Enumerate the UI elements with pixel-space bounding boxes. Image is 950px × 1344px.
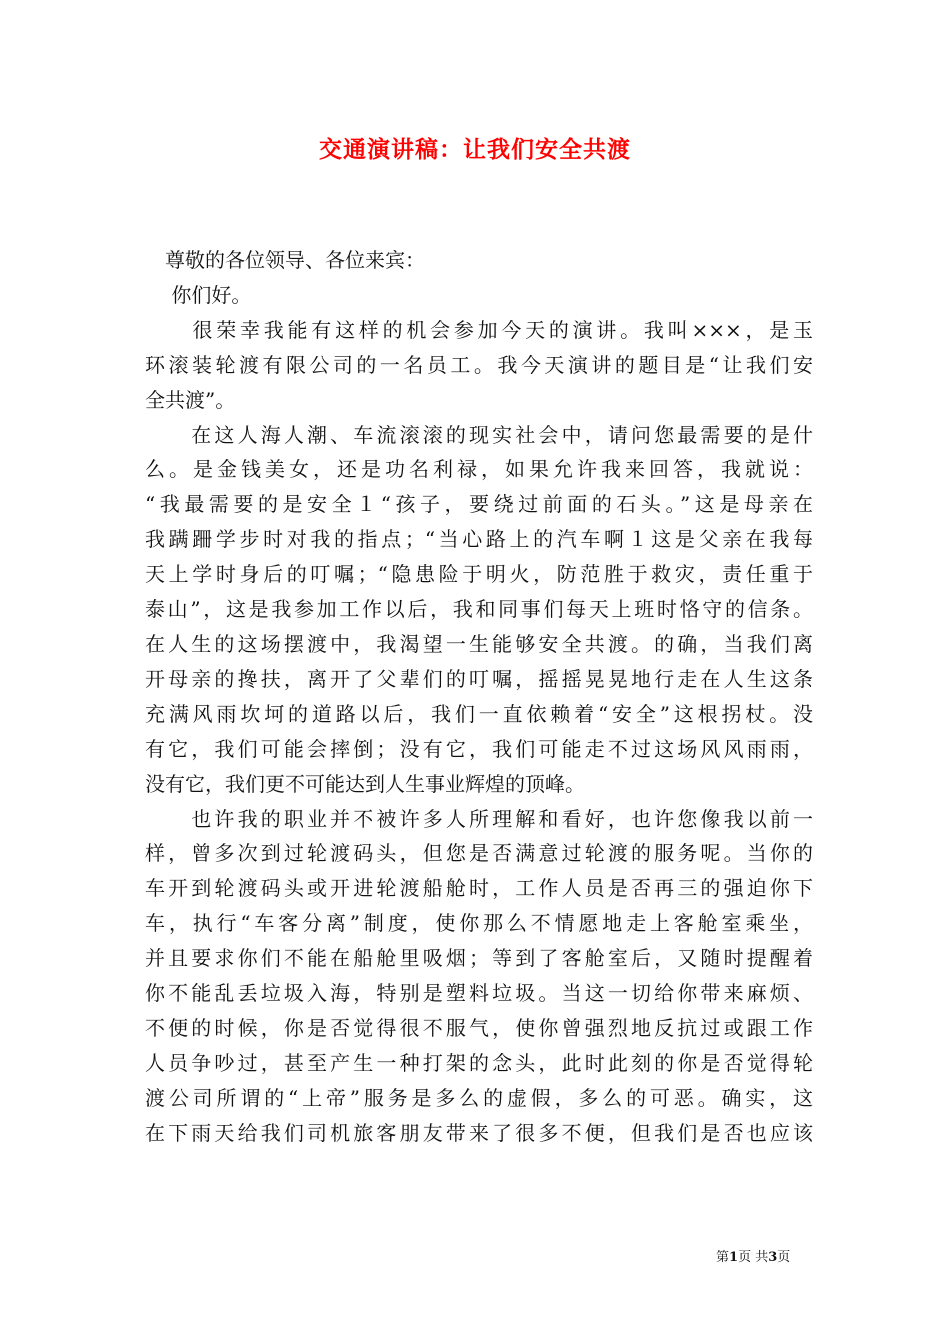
paragraph-line: 尊敬的各位领导、各位来宾：: [145, 248, 425, 272]
paragraph-line: 车开到轮渡码头或开进轮渡船舱时，工作人员是否再三的强迫你下: [145, 876, 813, 901]
paragraph-line: 有它，我们可能会摔倒；没有它，我们可能走不过这场风风雨雨，: [145, 736, 813, 761]
paragraph-line: 环滚装轮渡有限公司的一名员工。我今天演讲的题目是“让我们安: [145, 352, 813, 377]
footer-middle: 页 共: [738, 1250, 769, 1265]
footer-prefix: 第: [716, 1250, 730, 1265]
paragraph-line: 不便的时候，你是否觉得很不服气，使你曾强烈地反抗过或跟工作: [145, 1015, 813, 1040]
paragraph-line: 泰山”，这是我参加工作以后，我和同事们每天上班时恪守的信条。: [145, 597, 813, 622]
paragraph-line: 开母亲的搀扶，离开了父辈们的叮嘱，摇摇晃晃地行走在人生这条: [145, 666, 813, 691]
paragraph-line: 在这人海人潮、车流滚滚的现实社会中，请问您最需要的是什: [145, 422, 813, 447]
paragraph-line: 我蹒跚学步时对我的指点；“当心路上的汽车啊１这是父亲在我每: [145, 527, 813, 552]
paragraph-line: 也许我的职业并不被许多人所理解和看好，也许您像我以前一: [145, 806, 813, 831]
paragraph-line: 并且要求你们不能在船舱里吸烟；等到了客舱室后，又随时提醒着: [145, 946, 813, 971]
paragraph-line: 很荣幸我能有这样的机会参加今天的演讲。我叫×××，是玉: [145, 317, 813, 342]
paragraph-line: 车，执行“车客分离”制度，使你那么不情愿地走上客舱室乘坐，: [145, 911, 813, 936]
paragraph-line: 样，曾多次到过轮渡码头，但您是否满意过轮渡的服务呢。当你的: [145, 841, 813, 866]
paragraph-line: 么。是金钱美女，还是功名利禄，如果允许我来回答，我就说：: [145, 457, 813, 482]
document-title: 交通演讲稿：让我们安全共渡: [319, 136, 631, 163]
page-number-footer: [716, 1246, 816, 1265]
paragraph-line: 你不能乱丢垃圾入海，特别是塑料垃圾。当这一切给你带来麻烦、: [145, 981, 813, 1006]
total-page-number: 3: [768, 1250, 778, 1265]
paragraph-line: 没有它，我们更不可能达到人生事业辉煌的顶峰。: [145, 771, 585, 796]
paragraph-line: 你们好。: [145, 282, 252, 307]
document-body: [145, 243, 813, 1151]
paragraph-line: 在人生的这场摆渡中，我渴望一生能够安全共渡。的确，当我们离: [145, 631, 813, 656]
footer-suffix: 页: [777, 1250, 791, 1265]
paragraph-line: 在下雨天给我们司机旅客朋友带来了很多不便，但我们是否也应该: [145, 1120, 813, 1145]
paragraph-line: “我最需要的是安全１“孩子，要绕过前面的石头。”这是母亲在: [145, 492, 813, 517]
paragraph-line: 天上学时身后的叮嘱；“隐患险于明火，防范胜于救灾，责任重于: [145, 562, 813, 587]
paragraph-line: 充满风雨坎坷的道路以后，我们一直依赖着“安全”这根拐杖。没: [145, 701, 813, 726]
current-page-number: 1: [729, 1250, 739, 1265]
paragraph-line: 人员争吵过，甚至产生一种打架的念头，此时此刻的你是否觉得轮: [145, 1050, 813, 1075]
paragraph-line: 渡公司所谓的“上帝”服务是多么的虚假，多么的可恶。确实，这: [145, 1085, 813, 1110]
paragraph-line: 全共渡”。: [145, 387, 236, 412]
